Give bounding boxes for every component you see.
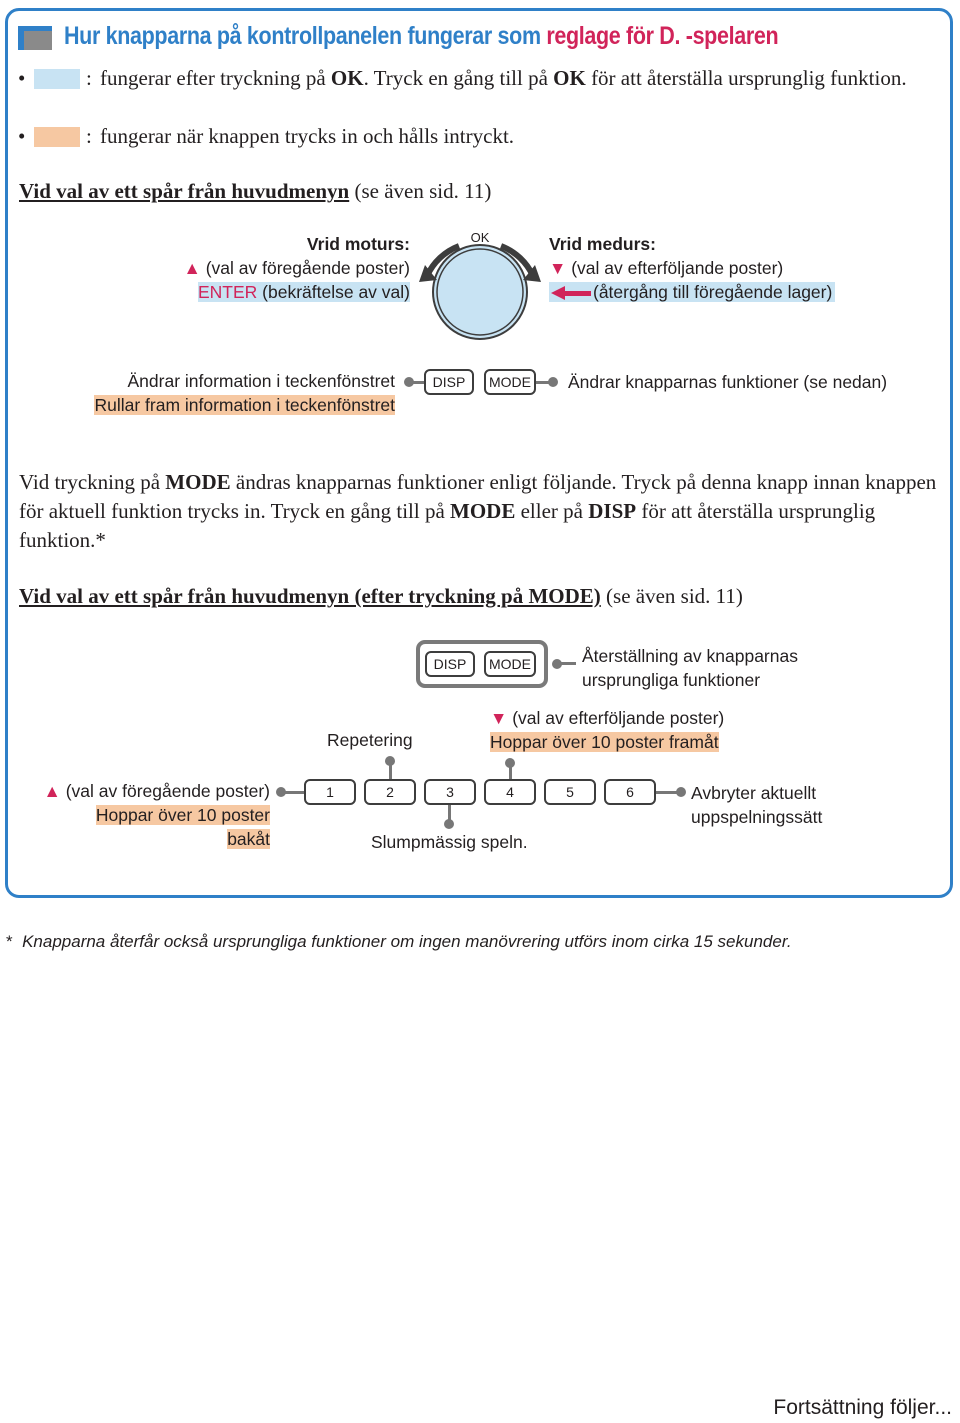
- mode-description: Vid tryckning på MODE ändras knapparnas funktioner enligt följande. Tryck på denna knapp innan knappen för aktuell funktion trycks in. Tryck en gång till på MODE eller på DISP för att återställa ursprunglig funktion.*: [19, 470, 937, 552]
- disp-button[interactable]: DISP: [424, 369, 474, 395]
- section1-heading: Vid val av ett spår från huvudmenyn (se även sid. 11): [19, 179, 492, 203]
- section2-heading: Vid val av ett spår från huvudmenyn (efter tryckning på MODE) (se även sid. 11): [19, 584, 743, 608]
- next-labels: ▼ (val av efterföljande poster) Hoppar över 10 poster framåt: [490, 708, 725, 752]
- footnote: * Knapparna återfår också ursprungliga funktioner om ingen manövrering utförs inom cirka 15 sekunder.: [6, 932, 792, 951]
- mode-button-2[interactable]: MODE: [484, 651, 536, 677]
- down-triangle-icon-2: ▼: [490, 708, 508, 728]
- prev-labels: ▲ (val av föregående poster) Hoppar över 10 poster bakåt: [43, 781, 270, 849]
- number-button-4[interactable]: 4: [484, 779, 536, 805]
- dial-ok-label: OK: [470, 230, 490, 245]
- up-triangle-icon: ▲: [183, 258, 201, 278]
- disp-mode-left-labels: Ändrar information i teckenfönstret Rullar fram information i teckenfönstret: [94, 371, 395, 415]
- random-label: Slumpmässig speln.: [371, 832, 528, 852]
- down-triangle-icon: ▼: [549, 258, 567, 278]
- disp-mode-right-label: Ändrar knapparnas funktioner (se nedan): [568, 372, 888, 392]
- blue-swatch: [34, 69, 80, 89]
- number-button-3[interactable]: 3: [424, 779, 476, 805]
- number-button-5[interactable]: 5: [544, 779, 596, 805]
- ok-dial[interactable]: [415, 240, 545, 340]
- number-button-2[interactable]: 2: [364, 779, 416, 805]
- mode-button[interactable]: MODE: [484, 369, 536, 395]
- cancel-label: Avbryter aktuellt uppspelningssätt: [691, 783, 823, 827]
- dial-right-labels: Vrid medurs: ▼ (val av efterföljande poster) (återgång till föregående lager): [549, 232, 889, 304]
- disp-button-2[interactable]: DISP: [425, 651, 475, 677]
- page-title: Hur knapparna på kontrollpanelen fungerar som reglage för D. -spelaren: [64, 22, 779, 50]
- repeat-label: Repetering: [327, 730, 413, 750]
- return-arrow-icon: [549, 283, 593, 301]
- dial-left-labels: Vrid moturs: ▲ (val av föregående poster) ENTER (bekräftelse av val): [183, 234, 410, 302]
- number-button-1[interactable]: 1: [304, 779, 356, 805]
- number-button-6[interactable]: 6: [604, 779, 656, 805]
- continued-label: Fortsättning följer...: [773, 1396, 952, 1419]
- up-triangle-icon-2: ▲: [43, 781, 61, 801]
- reset-label: Återställning av knapparnas ursprungliga funktioner: [582, 646, 798, 690]
- title-icon: [18, 26, 52, 50]
- orange-swatch: [34, 127, 80, 147]
